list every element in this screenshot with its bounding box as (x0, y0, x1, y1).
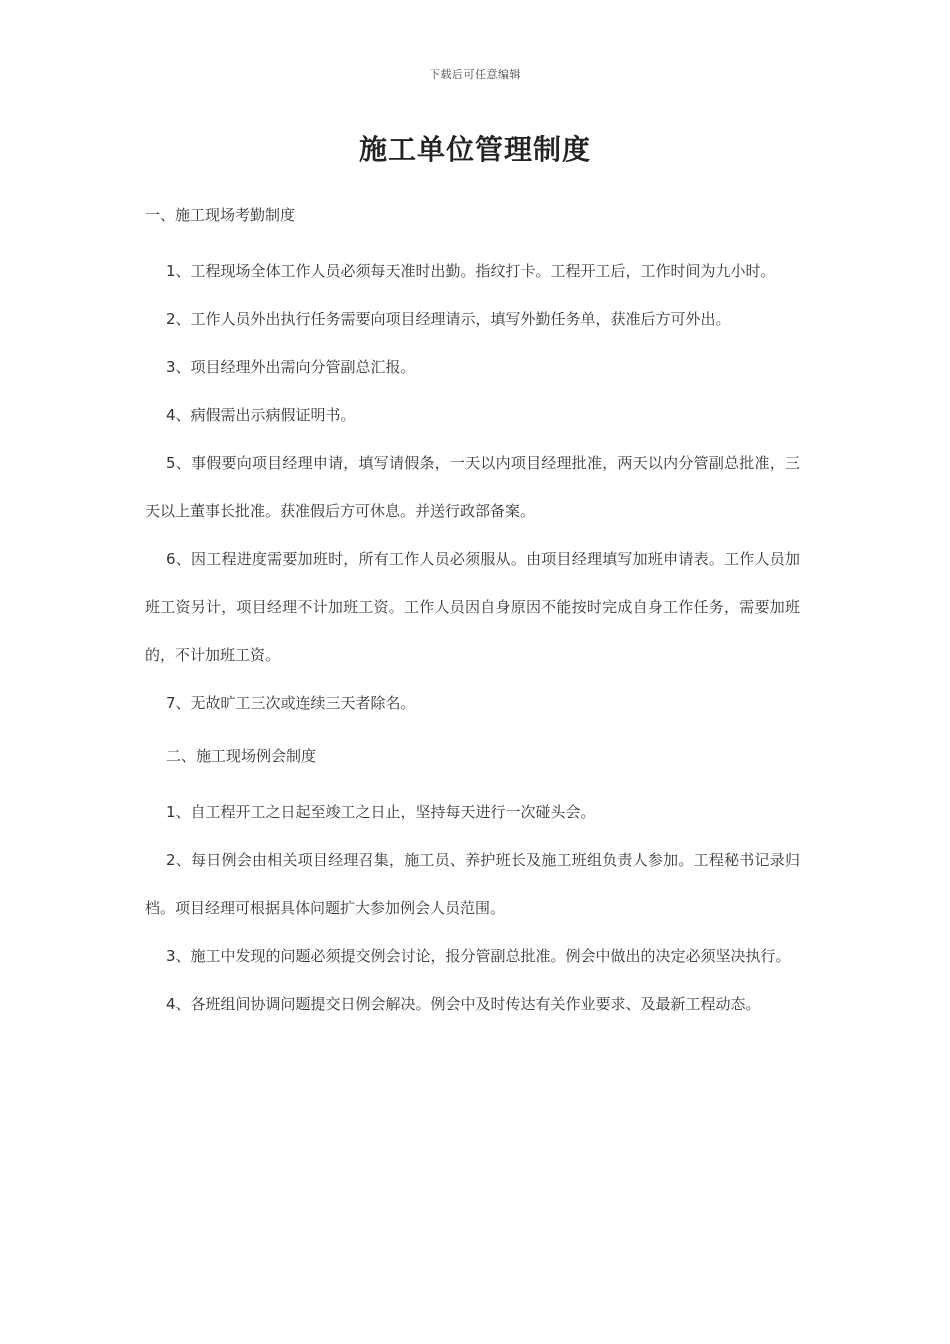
paragraph: 4、各班组间协调问题提交日例会解决。例会中及时传达有关作业要求、及最新工程动态。 (166, 995, 761, 1013)
paragraph: 3、施工中发现的问题必须提交例会讨论，报分管副总批准。例会中做出的决定必须坚决执行。 (166, 947, 791, 965)
paragraph: 7、无故旷工三次或连续三天者除名。 (166, 694, 416, 712)
section-heading-attendance: 一、施工现场考勤制度 (145, 206, 296, 224)
paragraph: 1、自工程开工之日起至竣工之日止，坚持每天进行一次碰头会。 (166, 803, 596, 821)
paragraph: 6、因工程进度需要加班时，所有工作人员必须服从。由项目经理填写加班申请表。工作人员加班工资另计，项目经理不计加班工资。工作人员因自身原因不能按时完成自身工作任务，需要加班的，不计加班工资。 (145, 550, 800, 664)
document-title: 施工单位管理制度 (358, 133, 591, 166)
document-body (145, 200, 800, 1028)
paragraph: 4、病假需出示病假证明书。 (166, 406, 356, 424)
section-heading-meetings: 二、施工现场例会制度 (166, 747, 317, 765)
paragraph: 1、工程现场全体工作人员必须每天准时出勤。指纹打卡。工程开工后，工作时间为九小时。 (166, 262, 776, 280)
paragraph: 3、项目经理外出需向分管副总汇报。 (166, 358, 416, 376)
paragraph: 5、事假要向项目经理申请，填写请假条，一天以内项目经理批准，两天以内分管副总批准，三天以上董事长批准。获准假后方可休息。并送行政部备案。 (145, 454, 800, 520)
header-note: 下载后可任意编辑 (429, 68, 521, 81)
paragraph: 2、工作人员外出执行任务需要向项目经理请示，填写外勤任务单，获准后方可外出。 (166, 310, 731, 328)
paragraph: 2、每日例会由相关项目经理召集，施工员、养护班长及施工班组负责人参加。工程秘书记录归档。项目经理可根据具体问题扩大参加例会人员范围。 (145, 851, 800, 917)
